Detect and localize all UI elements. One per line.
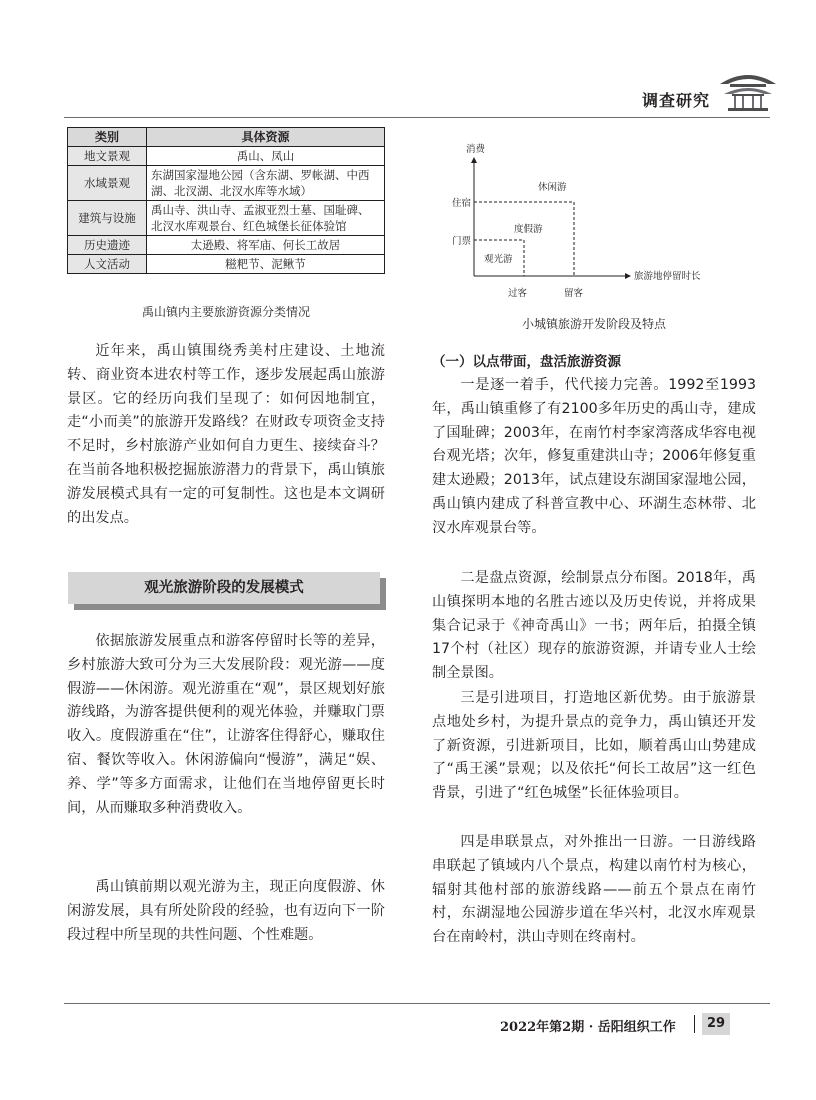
pavilion-logo-icon: [716, 64, 780, 116]
y-tick-label: 住宿: [452, 198, 472, 209]
table-header-category: 类别: [68, 128, 147, 147]
stage-label: 观光游: [484, 254, 513, 265]
x-tick-label: 留客: [564, 288, 584, 299]
left-paragraph-1: 近年来，禹山镇围绕秀美村庄建设、土地流转、商业资本进农村等工作，逐步发展起禹山旅游景区。它的经历向我们呈现了：如何因地制宜，走“小而美”的旅游开发路线？在财政专项资金支持不足时，乡村旅游产业如何自力更生、接续奋斗？在当前各地积极挖掘旅游潜力的背景下，禹山镇旅游发展模式具有一定的可复制性。这也是本文调研的出发点。: [67, 343, 385, 526]
stage-label: 休闲游: [538, 182, 567, 193]
table-cell-resources: 糍粑节、泥鳅节: [147, 255, 385, 274]
tourism-stage-diagram: [434, 136, 734, 306]
subsection-heading: （一）以点带面，盘活旅游资源: [432, 354, 621, 370]
left-paragraph-3: 禹山镇前期以观光游为主，现正向度假游、休闲游发展，具有所处阶段的经验，也有迈向下一阶段过程中所呈现的共性问题、个性难题。: [67, 879, 385, 943]
table-header-resources: 具体资源: [147, 128, 385, 147]
table-row: [68, 166, 385, 201]
table-cell-category: 历史遗迹: [68, 236, 147, 255]
table-row: [68, 201, 385, 236]
y-tick-label: 门票: [452, 236, 472, 247]
table-cell-category: 水域景观: [68, 166, 147, 201]
resource-table: [67, 127, 385, 274]
section-header-title: 调查研究: [642, 91, 711, 110]
footer-divider: [64, 1003, 770, 1004]
table-cell-resources: 禹山、凤山: [147, 147, 385, 166]
table-caption: 禹山镇内主要旅游资源分类情况: [141, 305, 310, 319]
table-cell-resources: 禹山寺、洪山寺、孟淑亚烈士墓、国耻碑、北汊水库观景台、红色城堡长征体验馆: [147, 201, 385, 236]
table-cell-category: 人文活动: [68, 255, 147, 274]
table-cell-resources: 东湖国家湿地公园（含东湖、罗帐湖、中西湖、北汊湖、北汊水库等水域）: [147, 166, 385, 201]
table-cell-category: 建筑与设施: [68, 201, 147, 236]
header-divider: [64, 117, 770, 118]
footer-separator: [694, 1015, 695, 1033]
table-row: [68, 236, 385, 255]
table-row: [68, 255, 385, 274]
right-paragraph-2: 二是盘点资源，绘制景点分布图。2018年，禹山镇探明本地的名胜古迹以及历史传说，并将成果集合记录于《神奇禹山》一书；两年后，拍摄全镇17个村（社区）现存的旅游资源，并请专业人士绘制全景图。: [432, 570, 756, 682]
diagram-caption: 小城镇旅游开发阶段及特点: [521, 317, 666, 331]
x-tick-label: 过客: [508, 288, 528, 299]
table-row: [68, 147, 385, 166]
right-paragraph-4: 四是串联景点，对外推出一日游。一日游线路串联起了镇域内八个景点，构建以南竹村为核心，辐射其他村部的旅游线路——前五个景点在南竹村，东湖湿地公园游步道在华兴村，北汊水库观景台在南岭村，洪山寺则在终南村。: [432, 834, 756, 946]
y-axis-label: 消费: [466, 144, 486, 155]
right-paragraph-1: 一是逐一着手，代代接力完善。1992至1993年，禹山镇重修了有2100多年历史的禹山寺，建成了国耻碑；2003年，在南竹村李家湾落成华容电视台观光塔；次年，修复重建洪山寺；2006年修复重建太逊殿；2013年，试点建设东湖国家湿地公园，禹山镇内建成了科普宣教中心、环湖生态林带、北汊水库观景台等。: [432, 377, 756, 536]
right-paragraph-3: 三是引进项目，打造地区新优势。由于旅游景点地处乡村，为提升景点的竞争力，禹山镇还开发了新资源，引进新项目，比如，顺着禹山山势建成了“禹王溪”景观；以及依托“何长工故居”这一红色背景，引进了“红色城堡”长征体验项目。: [432, 690, 756, 802]
footer-issue: 2022年第2期 · 岳阳组织工作: [500, 1020, 676, 1035]
x-axis-label: 旅游地停留时长: [634, 271, 701, 282]
section-heading: 观光旅游阶段的发展模式: [68, 572, 380, 604]
table-cell-resources: 太逊殿、将军庙、何长工故居: [147, 236, 385, 255]
page-number: 29: [702, 1013, 730, 1035]
left-paragraph-2: 依据旅游发展重点和游客停留时长等的差异，乡村旅游大致可分为三大发展阶段：观光游——度假游——休闲游。观光游重在“观”，景区规划好旅游线路，为游客提供便利的观光体验，并赚取门票收入。度假游重在“住”，让游客住得舒心，赚取住宿、餐饮等收入。休闲游偏向“慢游”，满足“娱、养、学”等多方面需求，让他们在当地停留更长时间，从而赚取多种消费收入。: [67, 633, 385, 816]
stage-label: 度假游: [514, 224, 543, 235]
table-cell-category: 地文景观: [68, 147, 147, 166]
